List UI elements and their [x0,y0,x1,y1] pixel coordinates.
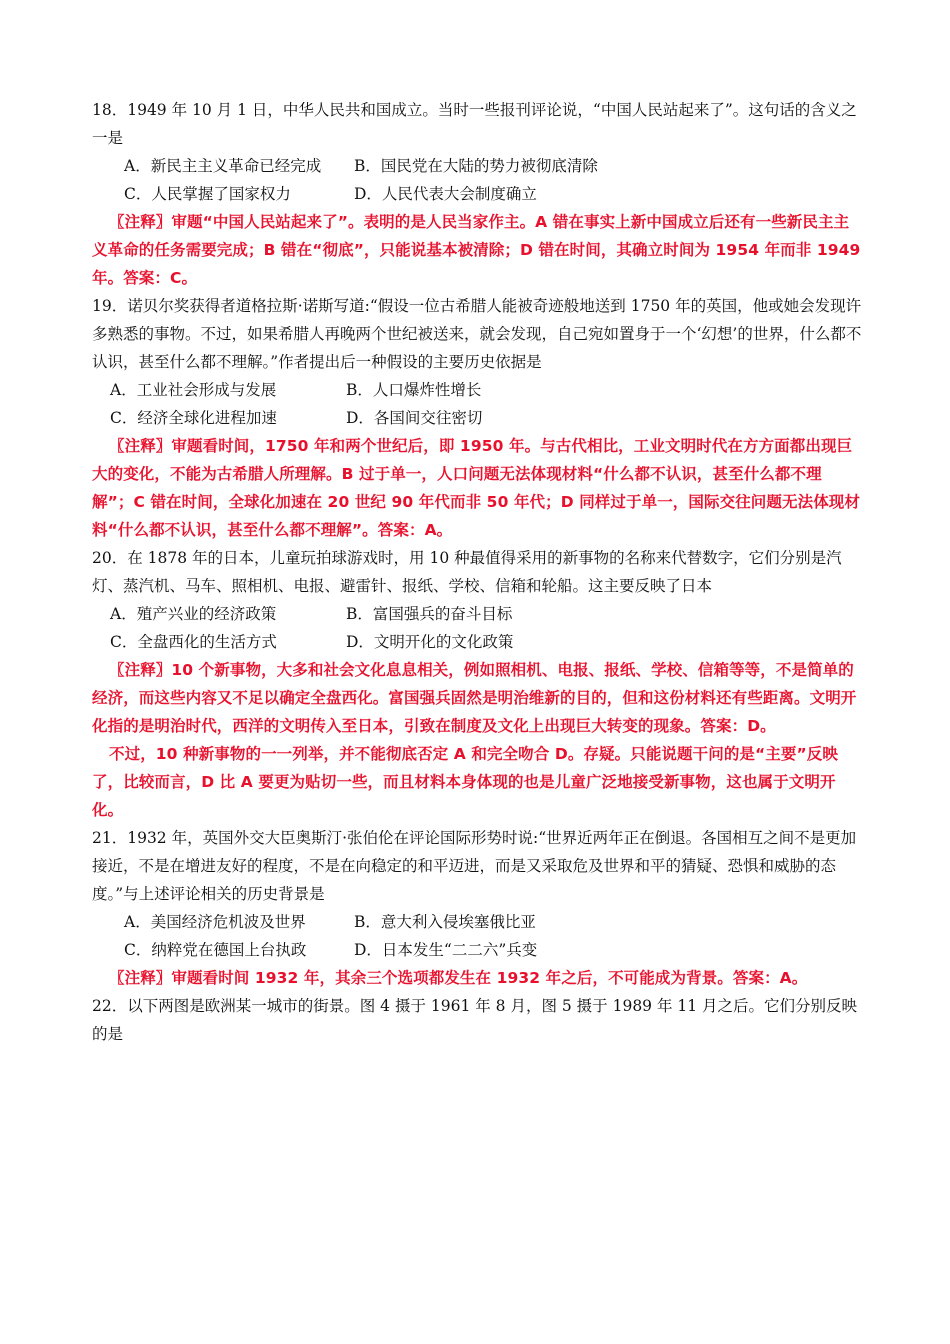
q20-option-c: C．全盘西化的生活方式 [110,633,277,651]
q19-note: 〖注释〗审题看时间，1750 年和两个世纪后，即 1950 年。与古代相比，工业文明时代在方方面都出现巨大的变化，不能为古希腊人所理解。B 过于单一，人口问题无法体现材料“什么都不认识，甚至什么都不理解”；C 错在时间，全球化加速在 20 世纪 90 年代而非 50 年代；D 同样过于单一，国际交往问题无法体现材料“什么都不认识，甚至什么都不理解”。答案：A。 [92,437,861,539]
q19-options-row2 [92,404,862,432]
exam-page [92,96,862,1048]
q20-options-row2 [92,628,862,656]
q19-option-a: A．工业社会形成与发展 [110,381,277,399]
q21-note: 〖注释〗审题看时间 1932 年，其余三个选项都发生在 1932 年之后，不可能成为背景。答案：A。 [109,969,808,987]
q19-option-b: B．人口爆炸性增长 [346,381,482,399]
q19-option-c: C．经济全球化进程加速 [110,409,277,427]
q21-option-c: C．纳粹党在德国上台执政 [124,941,307,959]
q20-options-row1 [92,600,862,628]
q19-option-d: D．各国间交往密切 [346,409,483,427]
q18-options-row1 [92,152,862,180]
q20-note: 〖注释〗10 个新事物，大多和社会文化息息相关，例如照相机、电报、报纸、学校、信箱等等，不是简单的经济，而这些内容又不足以确定全盘西化。富国强兵固然是明治维新的目的，但和这份材料还有些距离。文明开化指的是明治时代，西洋的文明传入至日本，引致在制度及文化上出现巨大转变的现象。答案：D。 [92,661,857,735]
q20-note-2: 不过，10 种新事物的一一列举，并不能彻底否定 A 和完全吻合 D。存疑。只能说题干问的是“主要”反映了，比较而言，D 比 A 要更为贴切一些，而且材料本身体现的也是儿童广泛地接受新事物，这也属于文明开化。 [92,745,838,819]
q18-options-row2 [92,180,862,208]
q18-option-a: A．新民主主义革命已经完成 [124,157,322,175]
q20-option-d: D．文明开化的文化政策 [346,633,514,651]
q20-option-b: B．富国强兵的奋斗目标 [346,605,513,623]
q21-option-d: D．日本发生“二二六”兵变 [354,941,538,959]
q18-option-b: B．国民党在大陆的势力被彻底清除 [354,157,598,175]
q21-stem: 21．1932 年，英国外交大臣奥斯汀·张伯伦在评论国际形势时说:“世界近两年正在倒退。各国相互之间不是更加接近，不是在增进友好的程度，不是在向稳定的和平迈进，而是又采取危及世界和平的猜疑、恐惧和威胁的态度。”与上述评论相关的历史背景是 [92,829,857,903]
q21-options-row1 [92,908,862,936]
q19-options-row1 [92,376,862,404]
q18-option-c: C．人民掌握了国家权力 [124,185,291,203]
q18-note: 〖注释〗审题“中国人民站起来了”。表明的是人民当家作主。A 错在事实上新中国成立后还有一些新民主主义革命的任务需要完成；B 错在“彻底”，只能说基本被清除；D 错在时间，其确立时间为 1954 年而非 1949 年。答案：C。 [92,213,861,287]
q22-stem: 22．以下两图是欧洲某一城市的街景。图 4 摄于 1961 年 8 月，图 5 摄于 1989 年 11 月之后。它们分别反映的是 [92,997,858,1043]
q19-stem: 19．诺贝尔奖获得者道格拉斯·诺斯写道:“假设一位古希腊人能被奇迹般地送到 1750 年的英国，他或她会发现许多熟悉的事物。不过，如果希腊人再晚两个世纪被送来，就会发现，自己宛如置身于一个‘幻想’的世界，什么都不认识，甚至什么都不理解。”作者提出后一种假设的主要历史依据是 [92,297,862,371]
q20-option-a: A．殖产兴业的经济政策 [110,605,277,623]
q18-stem: 18．1949 年 10 月 1 日，中华人民共和国成立。当时一些报刊评论说，“中国人民站起来了”。这句话的含义之一是 [92,101,857,147]
q21-options-row2 [92,936,862,964]
q21-option-a: A．美国经济危机波及世界 [124,913,306,931]
q21-option-b: B．意大利入侵埃塞俄比亚 [354,913,536,931]
q18-option-d: D．人民代表大会制度确立 [354,185,537,203]
q20-stem: 20．在 1878 年的日本，儿童玩拍球游戏时，用 10 种最值得采用的新事物的名称来代替数字，它们分别是汽灯、蒸汽机、马车、照相机、电报、避雷针、报纸、学校、信箱和轮船。这主要反映了日本 [92,549,842,595]
